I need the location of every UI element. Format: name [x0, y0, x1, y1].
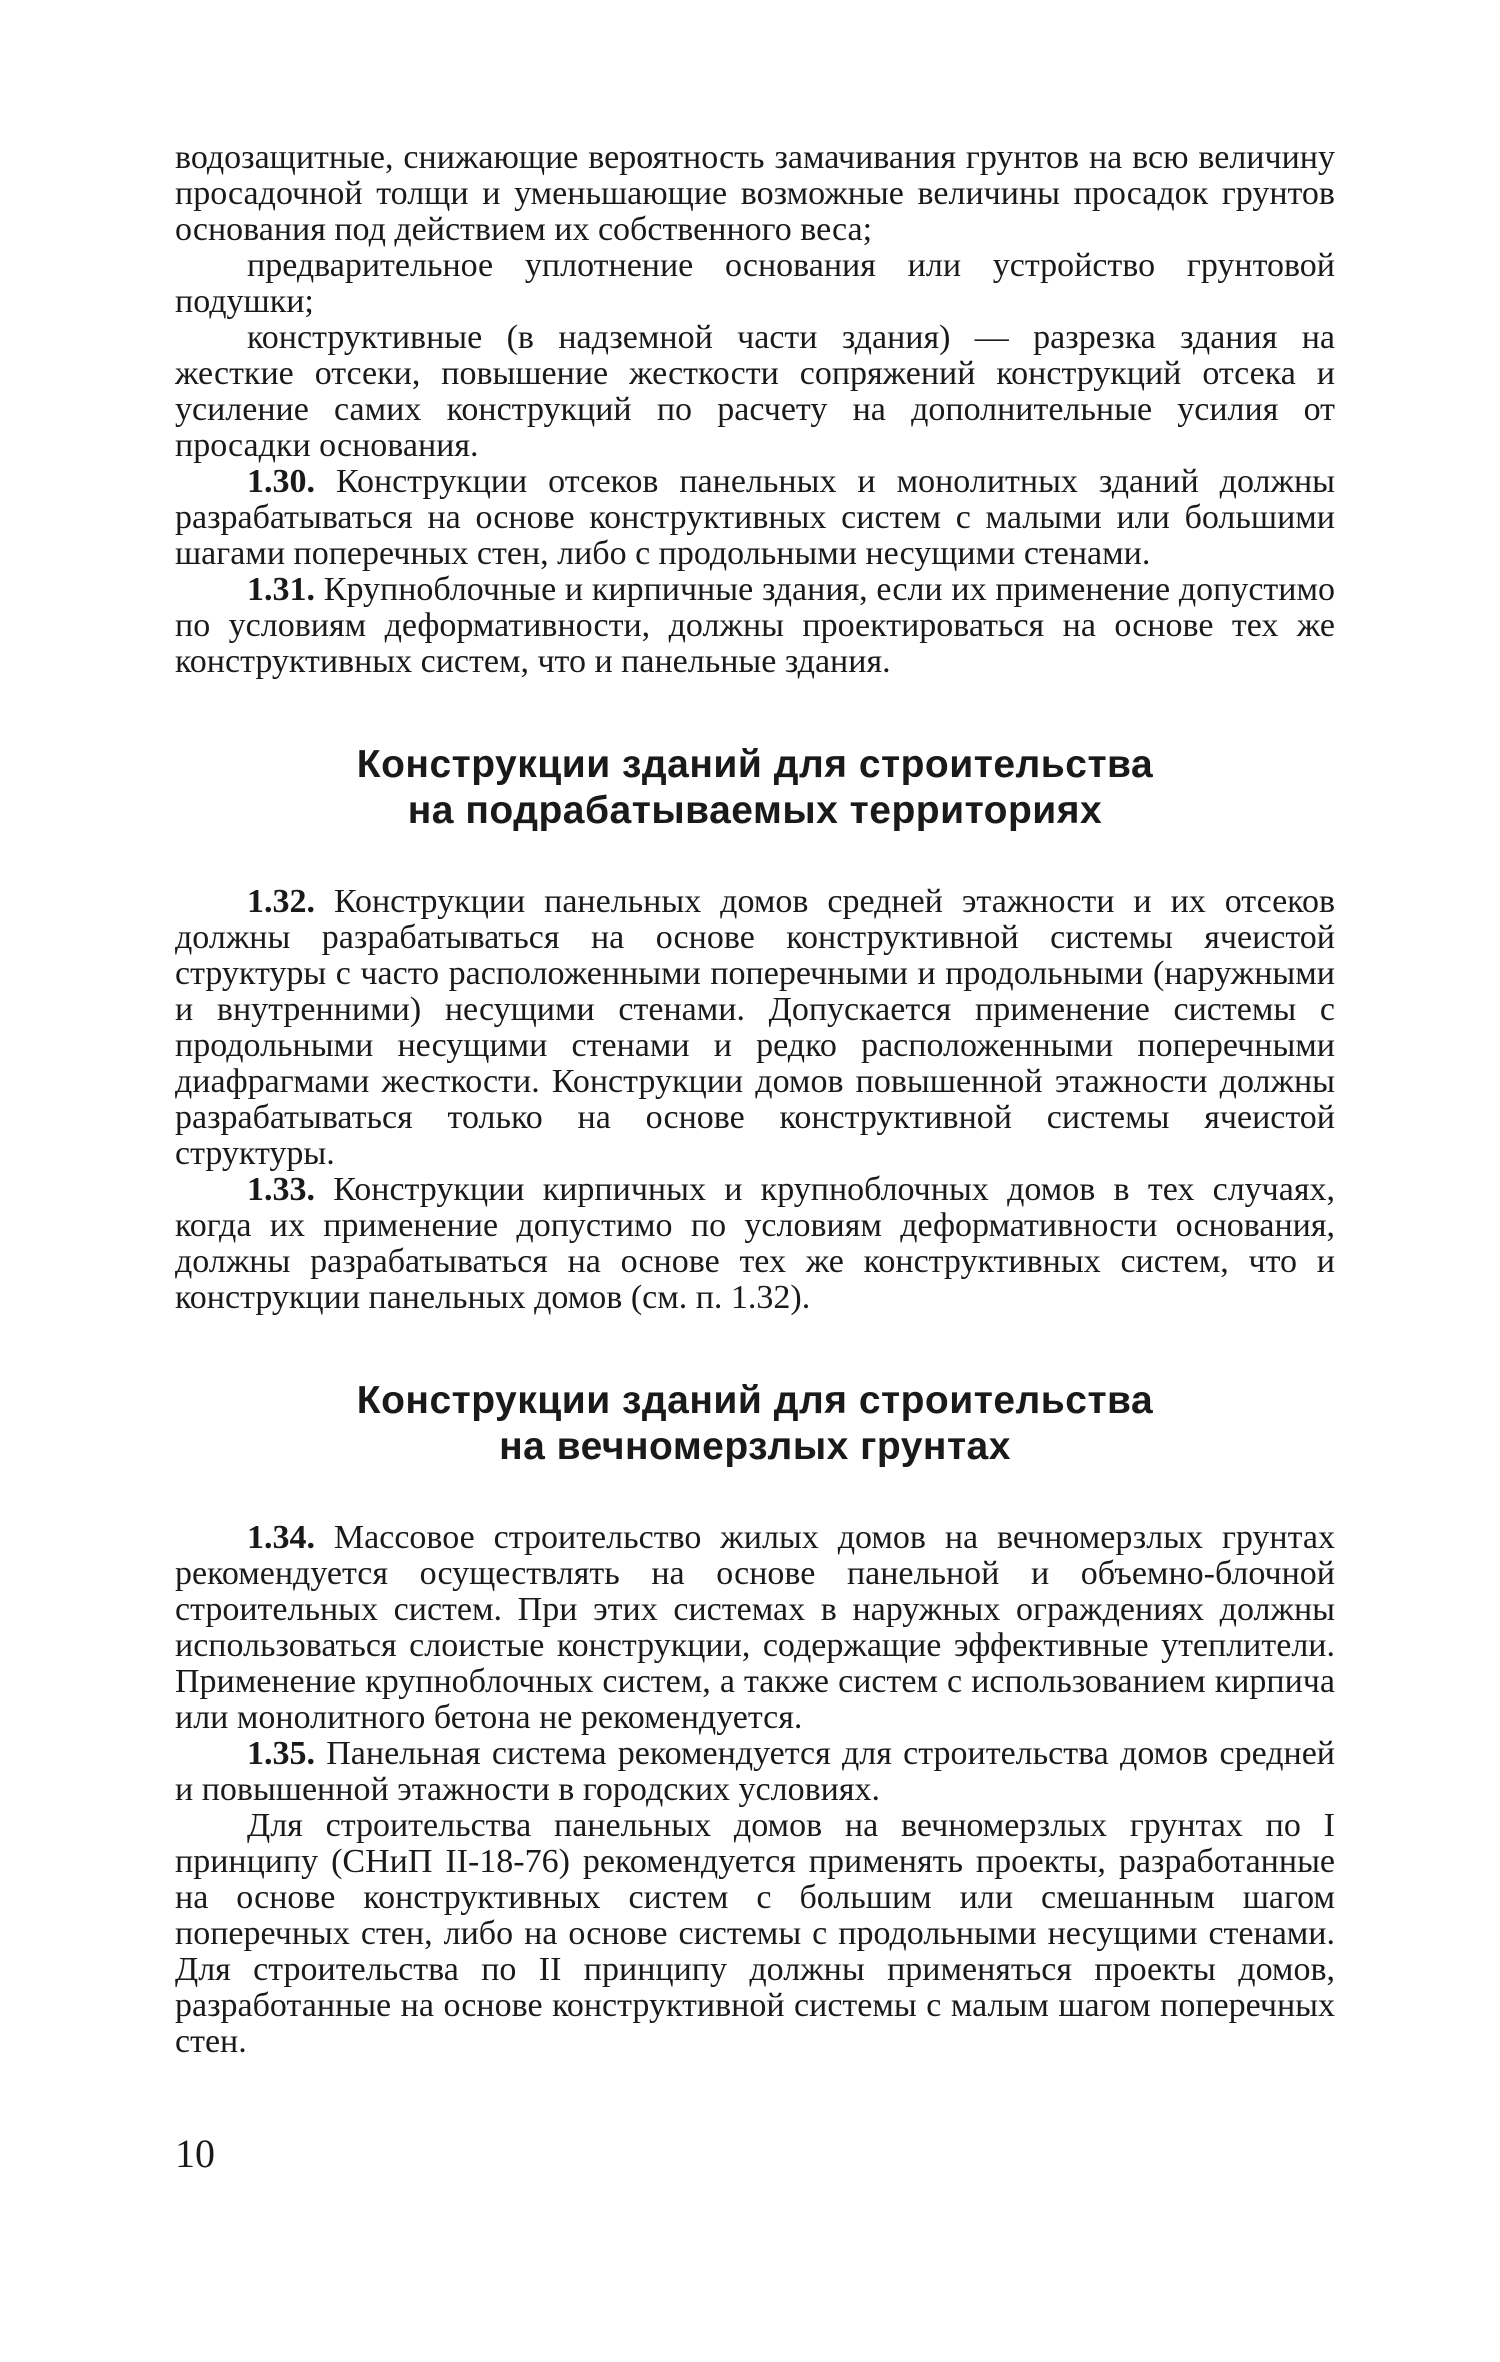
closing-paragraph: Для строительства панельных домов на вечномерзлых грунтах по I принципу (СНиП II-18-76) рекомендуется применять проекты, разработанные на основе конструктивных систем с большим или смешанным шагом поперечных стен, либо на основе системы с продольными несущими стенами. Для строительства по II принципу должны применяться проекты домов, разработанные на основе конструктивной системы с малым шагом поперечных стен.: [175, 1807, 1335, 2060]
clause-1-30: [175, 464, 1335, 572]
clause-text: Крупноблочные и кирпичные здания, если их применение допустимо по условиям деформативности, должны проектироваться на основе тех же конструктивных систем, что и панельные здания.: [175, 571, 1336, 680]
intro-paragraph-1: водозащитные, снижающие вероятность замачивания грунтов на всю величину просадочной толщи и уменьшающие возможные величины просадок грунтов основания под действием их собственного веса;: [175, 139, 1335, 248]
clause-text: Конструкции панельных домов средней этажности и их отсеков должны разрабатываться на основе конструктивной системы ячеистой структуры с часто расположенными поперечными и продольными (наружными и внутренними) несущими стенами. Допускается применение системы с продольными несущими стенами и редко расположенными поперечными диафрагмами жесткости. Конструкции домов повышенной этажности должны разрабатываться только на основе конструктивной системы ячеистой структуры.: [175, 883, 1336, 1172]
section-heading-permafrost: [175, 1378, 1335, 1470]
section-title-line: на подрабатываемых территориях: [407, 789, 1103, 832]
section-title-line: Конструкции зданий для строительства: [356, 1379, 1154, 1422]
clause-1-31: [175, 572, 1335, 680]
clause-number: 1.31.: [247, 571, 315, 608]
clause-text: Массовое строительство жилых домов на вечномерзлых грунтах рекомендуется осуществлять на основе панельной и объемно-блочной строительных систем. При этих системах в наружных ограждениях должны использоваться слоистые конструкции, содержащие эффективные утеплители. Применение крупноблочных систем, а также систем с использованием кирпича или монолитного бетона не рекомендуется.: [175, 1519, 1335, 1736]
intro-paragraph-3: конструктивные (в надземной части здания) — разрезка здания на жесткие отсеки, повышение жесткости сопряжений конструкций отсека и усиление самих конструкций по расчету на дополнительные усилия от просадки основания.: [175, 319, 1335, 464]
clause-1-33: [175, 1172, 1335, 1316]
clause-number: 1.33.: [247, 1171, 315, 1208]
page-body: [175, 140, 1335, 2060]
clause-number: 1.30.: [247, 463, 315, 500]
section-title-line: на вечномерзлых грунтах: [499, 1425, 1011, 1468]
clause-1-34: [175, 1520, 1335, 1736]
page-number: 10: [175, 2131, 215, 2176]
intro-paragraph-2: предварительное уплотнение основания или устройство грунтовой подушки;: [175, 247, 1335, 320]
clause-1-35: [175, 1736, 1335, 1808]
clause-number: 1.32.: [247, 883, 315, 920]
clause-text: Панельная система рекомендуется для строительства домов средней и повышенной этажности в городских условиях.: [175, 1735, 1335, 1808]
section-title-line: Конструкции зданий для строительства: [356, 743, 1154, 786]
clause-number: 1.35.: [247, 1735, 315, 1772]
clause-text: Конструкции отсеков панельных и монолитных зданий должны разрабатываться на основе конструктивных систем с малыми или большими шагами поперечных стен, либо с продольными несущими стенами.: [175, 463, 1335, 572]
clause-number: 1.34.: [247, 1519, 315, 1556]
section-heading-undermined-territories: [175, 742, 1335, 834]
clause-text: Конструкции кирпичных и крупноблочных домов в тех случаях, когда их применение допустимо по условиям деформативности основания, должны разрабатываться на основе тех же конструктивных систем, что и конструкции панельных домов (см. п. 1.32).: [175, 1171, 1335, 1316]
clause-1-32: [175, 884, 1335, 1172]
